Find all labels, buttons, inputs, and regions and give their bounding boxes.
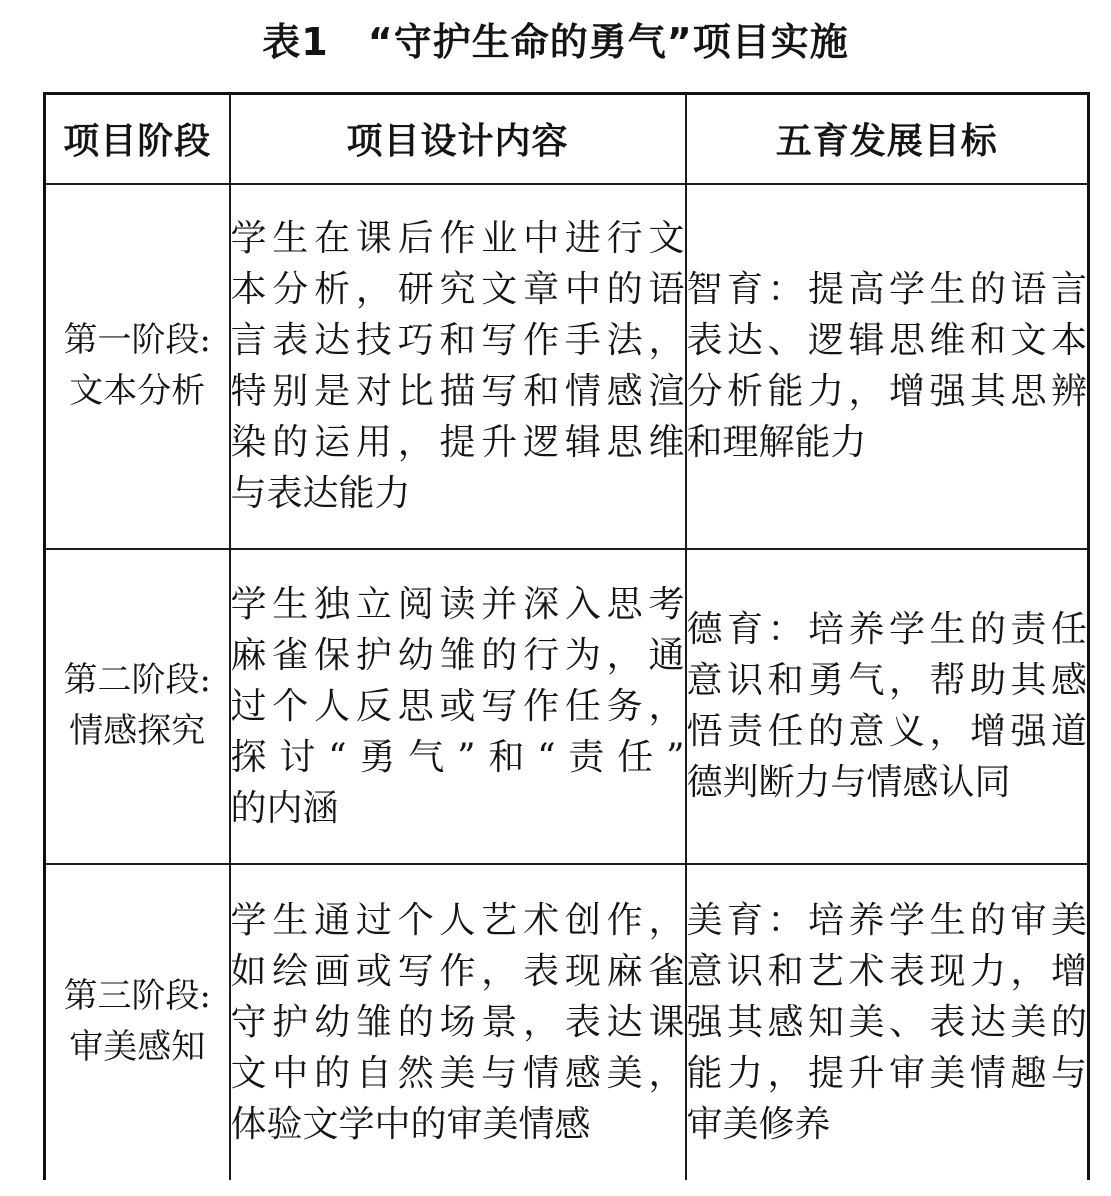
table-header-row — [45, 94, 1089, 184]
design-line: 染的运用，提升逻辑思维 — [230, 422, 685, 463]
goal-line: 强其感知美、表达美的 — [686, 1001, 1087, 1043]
header-development-goal: 五育发展目标 — [686, 94, 1089, 184]
stage-line: 第二阶段: — [63, 660, 211, 700]
stage-line: 情感探究 — [69, 711, 206, 751]
design-line: 探讨“勇气”和“责任” — [230, 736, 685, 778]
goal-line: 美育：培养学生的审美 — [686, 899, 1087, 941]
design-line: 过个人反思或写作任务， — [230, 685, 685, 727]
stage-cell — [45, 864, 230, 1180]
goal-line: 审美修养 — [686, 1103, 831, 1145]
stage-line: 第三阶段: — [63, 976, 211, 1016]
table-row — [45, 184, 1089, 549]
goal-cell — [686, 549, 1089, 864]
stage-line: 第一阶段: — [63, 320, 211, 360]
goal-line: 悟责任的意义，增强道 — [686, 711, 1087, 752]
goal-line: 能力，提升审美情趣与 — [686, 1052, 1087, 1094]
project-implementation-table — [43, 92, 1090, 1180]
design-cell — [230, 184, 686, 549]
header-stage: 项目阶段 — [45, 94, 230, 184]
design-line: 本分析，研究文章中的语 — [230, 269, 685, 310]
goal-line: 德判断力与情感认同 — [686, 762, 1011, 803]
goal-cell — [686, 864, 1089, 1180]
stage-line: 审美感知 — [69, 1027, 206, 1067]
goal-cell — [686, 184, 1089, 549]
design-line: 守护幼雏的场景，表达课 — [230, 1001, 685, 1043]
stage-cell — [45, 549, 230, 864]
goal-line: 分析能力，增强其思辨 — [686, 371, 1087, 412]
design-line: 的内涵 — [230, 787, 339, 829]
design-line: 言表达技巧和写作手法， — [230, 320, 685, 361]
design-line: 如绘画或写作，表现麻雀 — [230, 950, 685, 992]
design-line: 学生通过个人艺术创作， — [230, 899, 685, 941]
design-line: 学生独立阅读并深入思考 — [230, 583, 685, 625]
stage-line: 文本分析 — [69, 371, 206, 411]
design-cell — [230, 864, 686, 1180]
table-row — [45, 864, 1089, 1180]
table-title: 表1 “守护生命的勇气”项目实施 — [262, 20, 849, 64]
goal-line: 意识和勇气，帮助其感 — [686, 660, 1087, 701]
design-line: 特别是对比描写和情感渲 — [230, 371, 685, 412]
goal-line: 意识和艺术表现力，增 — [686, 950, 1087, 992]
goal-line: 德育：培养学生的责任 — [686, 609, 1087, 650]
design-line: 与表达能力 — [230, 473, 411, 514]
design-line: 学生在课后作业中进行文 — [230, 218, 685, 259]
design-line: 体验文学中的审美情感 — [230, 1103, 591, 1145]
goal-line: 智育：提高学生的语言 — [686, 269, 1087, 310]
design-line: 文中的自然美与情感美， — [230, 1052, 685, 1094]
header-design-content: 项目设计内容 — [230, 94, 686, 184]
design-line: 麻雀保护幼雏的行为，通 — [230, 634, 685, 676]
design-cell — [230, 549, 686, 864]
goal-line: 和理解能力 — [686, 422, 867, 463]
goal-line: 表达、逻辑思维和文本 — [686, 320, 1087, 361]
stage-cell — [45, 184, 230, 549]
table-row — [45, 549, 1089, 864]
